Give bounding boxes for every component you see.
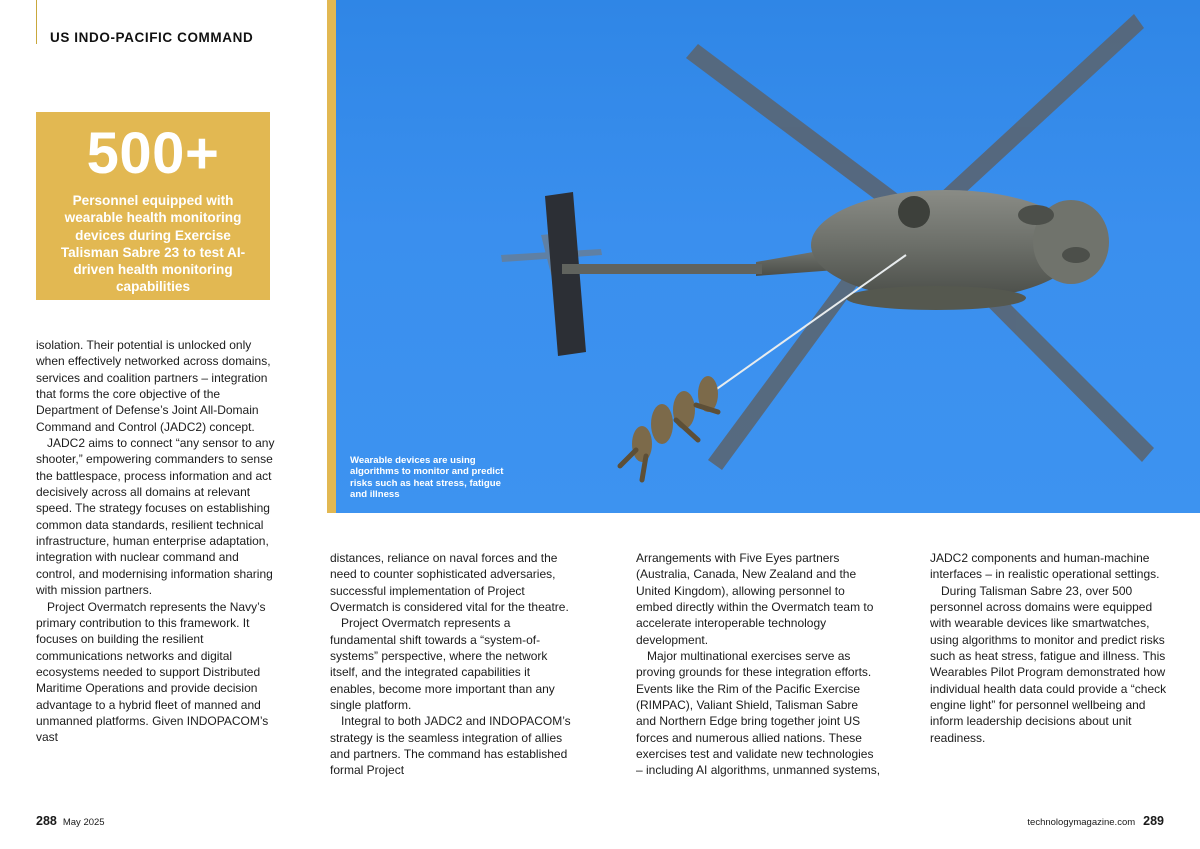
stat-number: 500+ xyxy=(86,121,220,186)
helicopter-illustration xyxy=(336,0,1200,513)
footer-left xyxy=(36,814,105,828)
body-column-2 xyxy=(330,550,575,779)
paragraph: Arrangements with Five Eyes partners (Australia, Canada, New Zealand and the United Kingdom), allowing personnel to embed directly within the Overmatch team to accelerate interoperable technology development. xyxy=(636,551,874,647)
helicopter-photo xyxy=(336,0,1200,513)
paragraph: Project Overmatch represents a fundamental shift towards a “system-of-systems” perspective, where the network itself, and the integrated capabilities it enables, become more important than any single platform. xyxy=(330,616,555,713)
footer-right xyxy=(1027,814,1164,828)
paragraph: distances, reliance on naval forces and the need to counter sophisticated adversaries, successful implementation of Project Overmatch is considered vital for the theatre. xyxy=(330,551,569,615)
paragraph: Major multinational exercises serve as proving grounds for these integration efforts. Events like the Rim of the Pacific Exercise (RIMPAC), Valiant Shield, Talisman Sabre and Northern Edge bring together joint US forces and numerous allied nations. These exercises test and validate new technologies – including AI algorithms, unmanned systems, xyxy=(636,649,881,778)
stat-callout xyxy=(36,112,270,300)
body-column-1 xyxy=(36,337,276,746)
paragraph: Project Overmatch represents the Navy’s primary contribution to this framework. It focuses on building the resilient communications networks and digital ecosystems needed to support Distributed Maritime Operations and provide decision advantage to a hybrid fleet of manned and unmanned platforms. Given INDOPACOM’s vast xyxy=(36,599,269,745)
issue-date: May 2025 xyxy=(62,817,105,828)
section-rule xyxy=(36,0,37,44)
paragraph: JADC2 aims to connect “any sensor to any shooter,” empowering commanders to sense the battlespace, process information and act decisively across all domains at relevant speed. The strategy focuses on establishing common data standards, resilient technical infrastructure, human enterprise adaptation, integration with nuclear command and control, and modernising information sharing with mission partners. xyxy=(36,436,275,598)
photo-caption: Wearable devices are using algorithms to monitor and predict risks such as heat stress, fatigue and illness xyxy=(350,455,504,500)
body-column-4 xyxy=(930,550,1175,746)
paragraph: isolation. Their potential is unlocked only when effectively networked across domains, services and coalition partners – integration that forms the core objective of the Department of Defense’s Joint All-Domain Command and Control (JADC2) concept. xyxy=(36,338,271,434)
gold-accent-bar xyxy=(327,0,336,513)
paragraph: Integral to both JADC2 and INDOPACOM’s strategy is the seamless integration of allies and partners. The command has established formal Project xyxy=(330,714,571,778)
stat-description: Personnel equipped with wearable health monitoring devices during Exercise Talisman Sabre 23 to test AI-driven health monitoring capabilities xyxy=(60,193,246,295)
body-column-3 xyxy=(636,550,881,779)
page-number-right: 289 xyxy=(1143,814,1164,828)
page-number-left: 288 xyxy=(36,814,57,828)
site-url: technologymagazine.com xyxy=(1027,817,1136,828)
paragraph: JADC2 components and human-machine interfaces – in realistic operational settings. xyxy=(930,551,1160,582)
paragraph: During Talisman Sabre 23, over 500 personnel across domains were equipped with wearable devices like smartwatches, using algorithms to monitor and predict risks such as heat stress, fatigue and illness. This Wearables Pilot Program demonstrated how individual health data could provide a “check engine light” for personnel wellbeing and inform leadership decisions about unit readiness. xyxy=(930,583,1167,745)
section-label: US INDO-PACIFIC COMMAND xyxy=(50,30,254,45)
